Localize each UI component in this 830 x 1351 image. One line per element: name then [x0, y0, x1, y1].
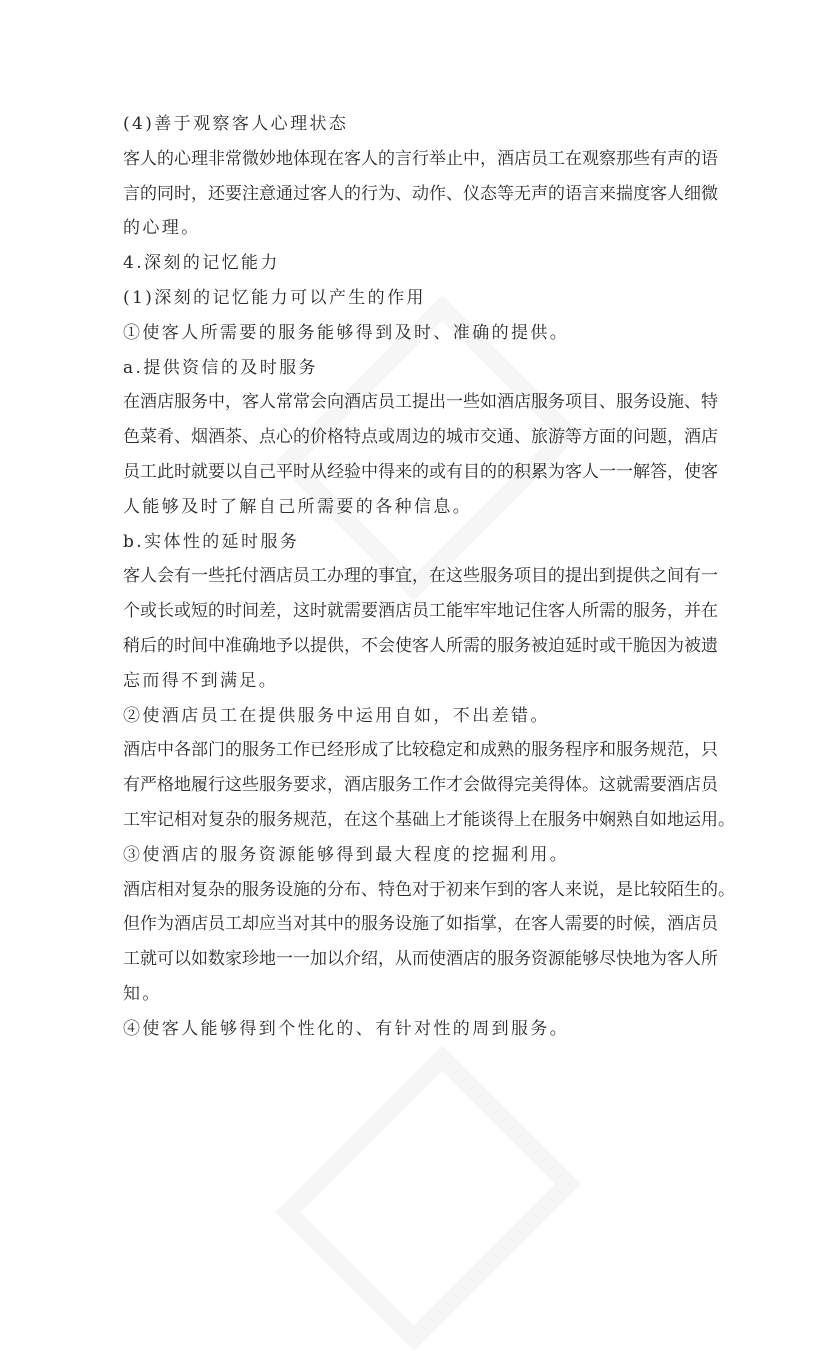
paragraph-line: 在酒店服务中，客人常常会向酒店员工提出一些如酒店服务项目、服务设施、特 — [123, 392, 718, 413]
section-heading: (1)深刻的记忆能力可以产生的作用 — [123, 287, 426, 308]
paragraph-line: 但作为酒店员工却应当对其中的服务设施了如指掌，在客人需要的时候，酒店员 — [123, 914, 718, 935]
paragraph-line: 稍后的时间中准确地予以提供，不会使客人所需的服务被迫延时或干脆因为被遗 — [123, 635, 718, 656]
subheading: b.实体性的延时服务 — [123, 531, 300, 552]
paragraph-line: 知。 — [123, 983, 162, 1004]
list-item-heading: ④使客人能够得到个性化的、有针对性的周到服务。 — [123, 1018, 570, 1039]
paragraph-line: 的心理。 — [123, 218, 201, 239]
list-item-heading: ②使酒店员工在提供服务中运用自如，不出差错。 — [123, 705, 550, 726]
section-heading: 4.深刻的记忆能力 — [123, 253, 280, 274]
paragraph-line: 色菜肴、烟酒茶、点心的价格特点或周边的城市交通、旅游等方面的问题，酒店 — [123, 427, 718, 448]
paragraph-line: 言的同时，还要注意通过客人的行为、动作、仪态等无声的语言来揣度客人细微 — [123, 183, 718, 204]
paragraph-line: 客人的心理非常微妙地体现在客人的言行举止中，酒店员工在观察那些有声的语 — [123, 148, 718, 169]
paragraph-line: 有严格地履行这些服务要求，酒店服务工作才会做得完美得体。这就需要酒店员 — [123, 775, 718, 796]
paragraph-line: 客人会有一些托付酒店员工办理的事宜，在这些服务项目的提出到提供之间有一 — [123, 566, 718, 587]
document-body — [123, 110, 735, 1050]
paragraph-line: 工就可以如数家珍地一一加以介绍，从而使酒店的服务资源能够尽快地为客人所 — [123, 949, 718, 970]
paragraph-line: 忘而得不到满足。 — [123, 670, 279, 691]
section-heading: (4)善于观察客人心理状态 — [123, 114, 349, 134]
subheading: a.提供资信的及时服务 — [123, 357, 318, 378]
paragraph-line: 酒店中各部门的服务工作已经形成了比较稳定和成熟的服务程序和服务规范，只 — [123, 740, 718, 761]
paragraph-line: 个或长或短的时间差，这时就需要酒店员工能牢牢地记住客人所需的服务，并在 — [123, 601, 718, 622]
list-item-heading: ①使客人所需要的服务能够得到及时、准确的提供。 — [123, 322, 570, 343]
paragraph-line: 工牢记相对复杂的服务规范，在这个基础上才能谈得上在服务中娴熟自如地运用。 — [123, 809, 735, 830]
list-item-heading: ③使酒店的服务资源能够得到最大程度的挖掘利用。 — [123, 844, 570, 865]
paragraph-line: 员工此时就要以自己平时从经验中得来的或有目的的积累为客人一一解答，使客 — [123, 461, 718, 482]
paragraph-line: 人能够及时了解自己所需要的各种信息。 — [123, 496, 473, 517]
paragraph-line: 酒店相对复杂的服务设施的分布、特色对于初来乍到的客人来说，是比较陌生的。 — [123, 879, 735, 900]
watermark — [275, 1045, 580, 1350]
